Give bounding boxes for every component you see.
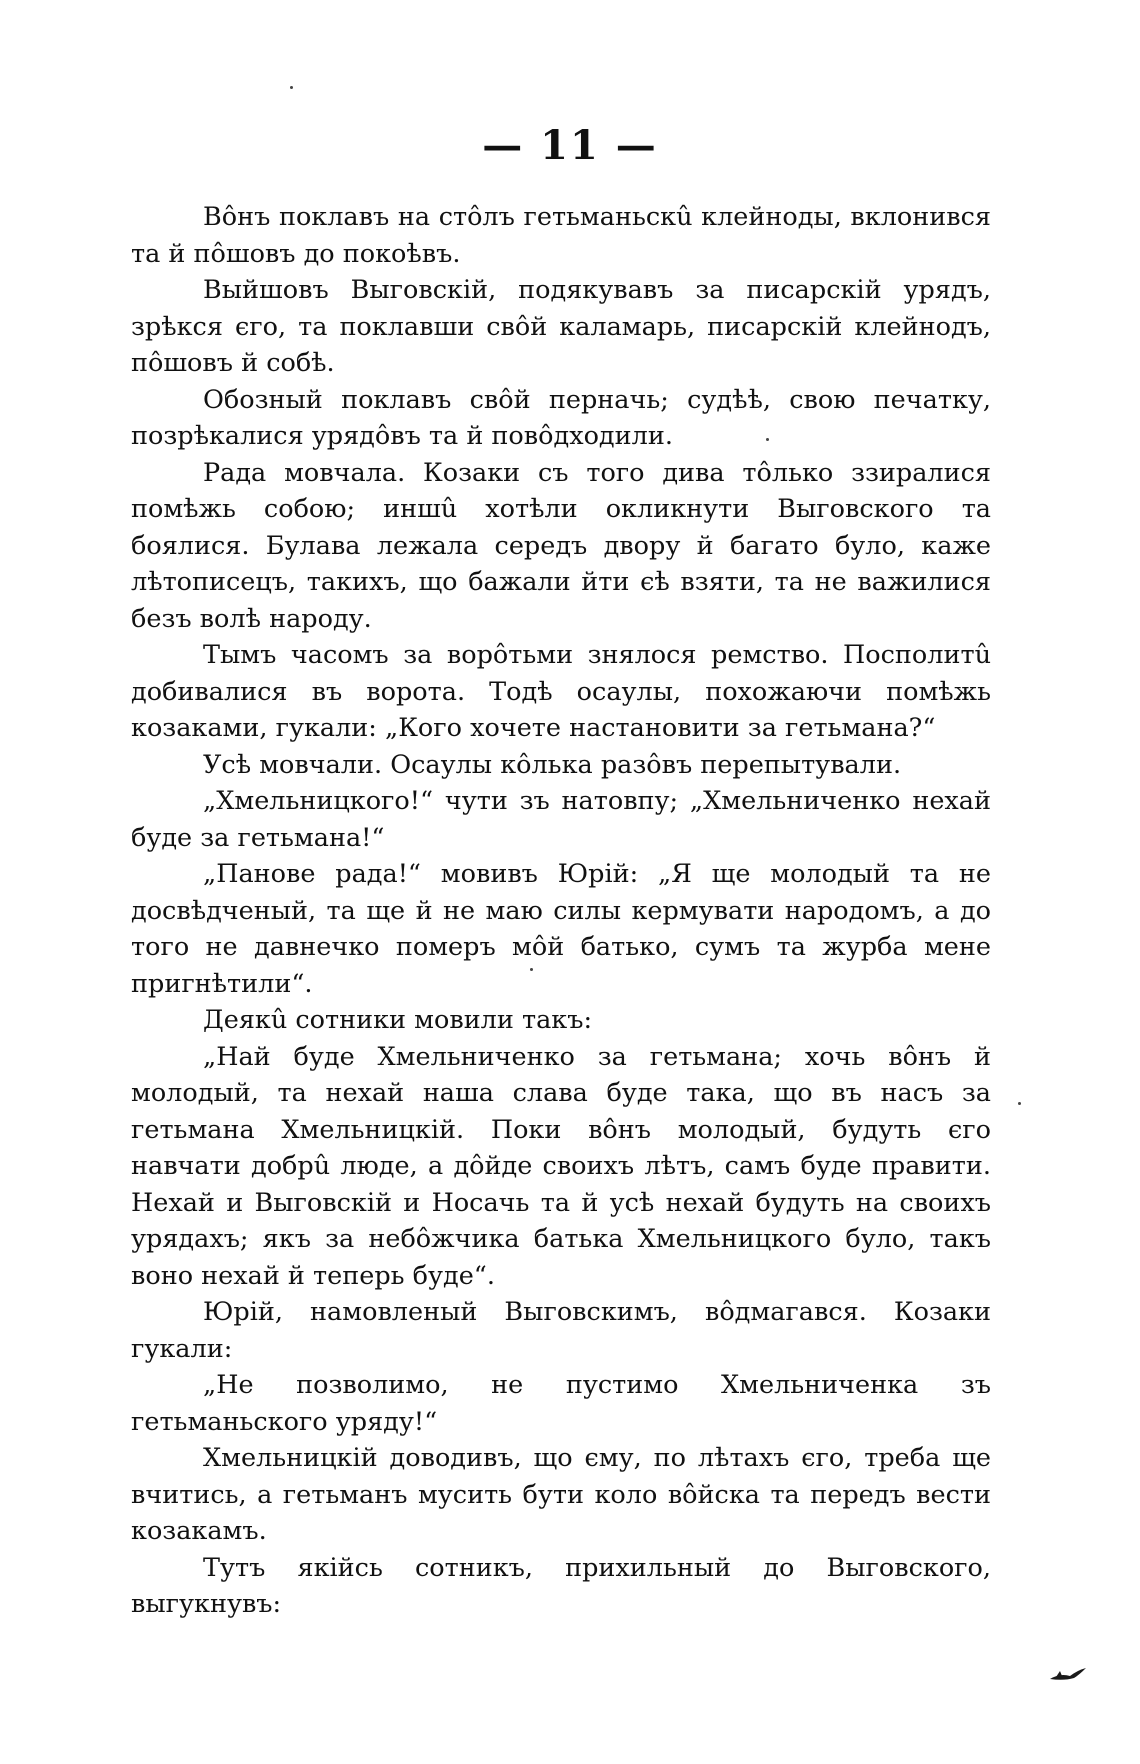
print-speck (766, 438, 769, 441)
ornament-icon (1048, 1664, 1088, 1684)
paragraph: „Не позволимо, не пустимо Хмельниченка зъ гетьманьского уряду!“ (131, 1370, 991, 1437)
paragraph: Выйшовъ Выговскій, подякувавъ за писарскій урядъ, зрѣкся єго, та поклавши свôй каламарь, писарскій клейнодъ, пôшовъ й собѣ. (131, 275, 991, 378)
paragraph: Тутъ якійсь сотникъ, прихильный до Выговского, выгукнувъ: (131, 1552, 991, 1619)
paragraph: Хмельницкій доводивъ, що єму, по лѣтахъ єго, треба ще вчитись, а гетьманъ мусить бути коло вôйска та передъ вести козакамъ. (131, 1443, 991, 1546)
paragraph: Обозный поклавъ свôй перначь; судѣѣ, свою печатку, позрѣкалися урядôвъ та й повôдходили. (131, 384, 991, 451)
print-speck (1018, 1102, 1021, 1105)
paragraph: „Най буде Хмельниченко за гетьмана; хочь вôнъ й молодый, та нехай наша слава буде така, що въ насъ за гетьмана Хмельницкій. Поки вôнъ молодый, будуть єго навчати добрû люде, а дôйде своихъ лѣтъ, самъ буде правити. Нехай и Выговскій и Носачь та й усѣ нехай будуть на своихъ урядахъ; якъ за небôжчика батька Хмельницкого було, такъ воно нехай й теперь буде“. (131, 1041, 991, 1291)
paragraph: Усѣ мовчали. Осаулы кôлька разôвъ перепытували. (203, 749, 902, 780)
print-speck (530, 968, 533, 971)
paragraph: Деякû сотники мовили такъ: (203, 1005, 593, 1035)
print-speck (290, 86, 293, 89)
paragraph: Тымъ часомъ за ворôтьми знялося ремство. Посполитû добивалися въ ворота. Тодѣ осаулы, похожаючи помѣжь козаками, гукали: „Кого хочете настановити за гетьмана?“ (131, 640, 991, 743)
paragraph: Рада мовчала. Козаки съ того дива тôлько ззиралися помѣжь собою; иншû хотѣли окликнути Выговского та боялися. Булава лежала середъ двору й багато було, каже лѣтописецъ, такихъ, що бажали йти єѣ взяти, та не важилися безъ волѣ народу. (131, 457, 991, 634)
page-number: — 11 — (482, 122, 658, 169)
paragraph: „Хмельницкого!“ чути зъ натовпу; „Хмельниченко нехай буде за гетьмана!“ (131, 786, 991, 853)
body-text (131, 199, 991, 1623)
paragraph: „Панове рада!“ мовивъ Юрій: „Я ще молодый та не досвѣдченый, та ще й не маю силы кермувати народомъ, а до того не давнечко померъ мôй батько, сумъ та журба мене пригнѣтили“. (131, 859, 991, 999)
paragraph: Юрій, намовленый Выговскимъ, вôдмагався. Козаки гукали: (131, 1297, 991, 1364)
paragraph: Вôнъ поклавъ на стôлъ гетьманьскû клейноды, вклонився та й пôшовъ до покоѣвъ. (131, 202, 991, 269)
